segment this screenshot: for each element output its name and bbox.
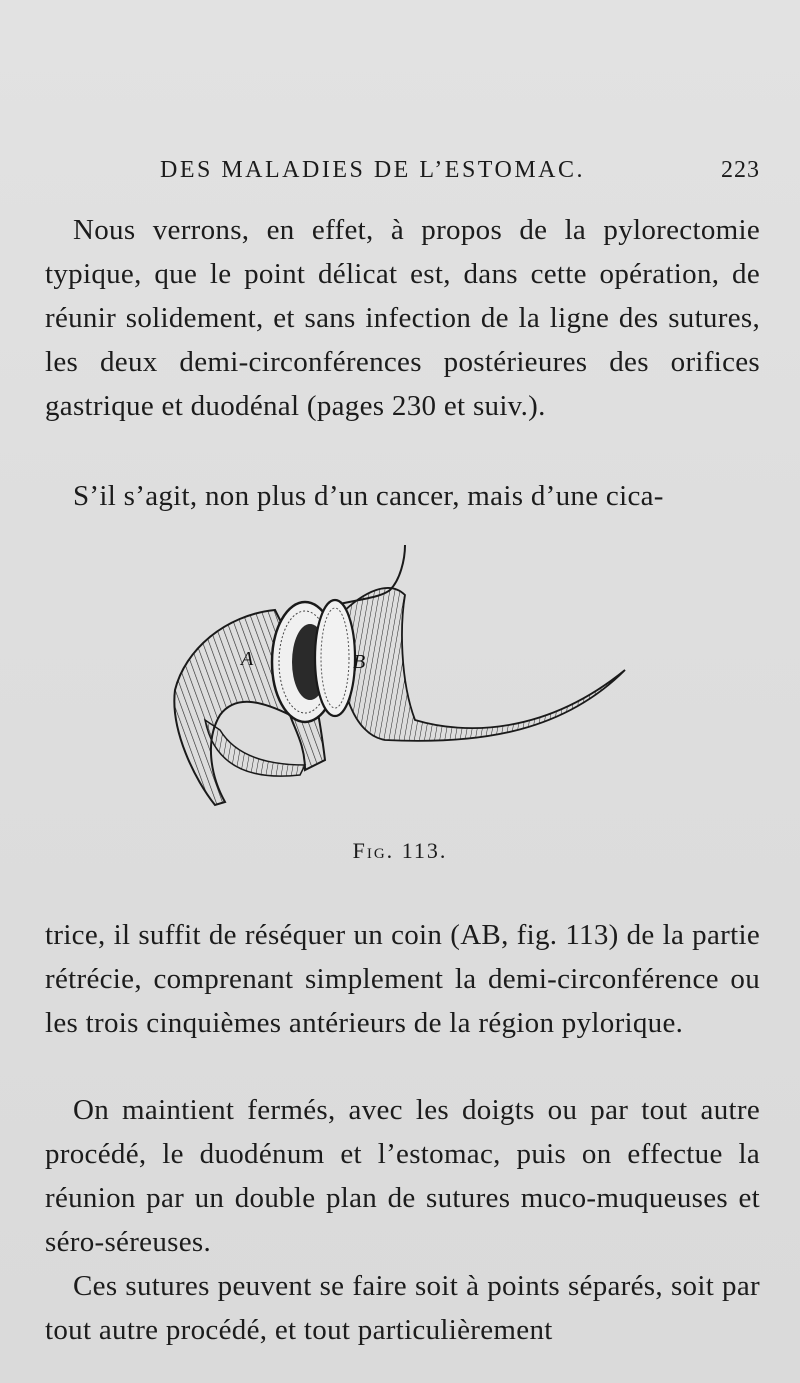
stomach-shape	[339, 588, 625, 741]
engraving-stomach-duodenum	[165, 540, 645, 820]
label-b: B	[353, 651, 366, 673]
running-head	[160, 155, 760, 185]
paragraph-2: S’il s’agit, non plus d’un cancer, mais d’une cica-	[73, 480, 664, 512]
page-number: 223	[721, 157, 760, 183]
paragraph-5: Ces sutures peuvent se faire soit à points séparés, soit par tout autre procédé, et tout particulièrement	[45, 1270, 760, 1346]
paragraph-4: On maintient fermés, avec les doigts ou par tout autre procédé, le duodénum et l’estomac, puis on effectue la réunion par un double plan de sutures muco-muqueuses et séro-séreuses.	[45, 1094, 760, 1258]
paragraph-1: Nous verrons, en effet, à propos de la pylorectomie typique, que le point délicat est, dans cette opération, de réunir solidement, et sans infection de la ligne des sutures, les deux demi-circonférences postérieures des orifices gastrique et duodénal (pages 230 et suiv.).	[45, 214, 760, 422]
figure-caption-prefix: Fig.	[352, 838, 395, 863]
figure-caption-number: 113.	[401, 838, 448, 863]
figure-caption	[0, 838, 800, 864]
label-a: A	[241, 648, 254, 670]
running-title: DES MALADIES DE L’ESTOMAC.	[160, 157, 586, 183]
paragraph-3: trice, il suffit de réséquer un coin (AB, fig. 113) de la partie rétrécie, comprenant simplement la demi-circonférence ou les trois cinquièmes antérieurs de la région pylorique.	[45, 919, 760, 1039]
figure-113-illustration	[165, 540, 645, 820]
